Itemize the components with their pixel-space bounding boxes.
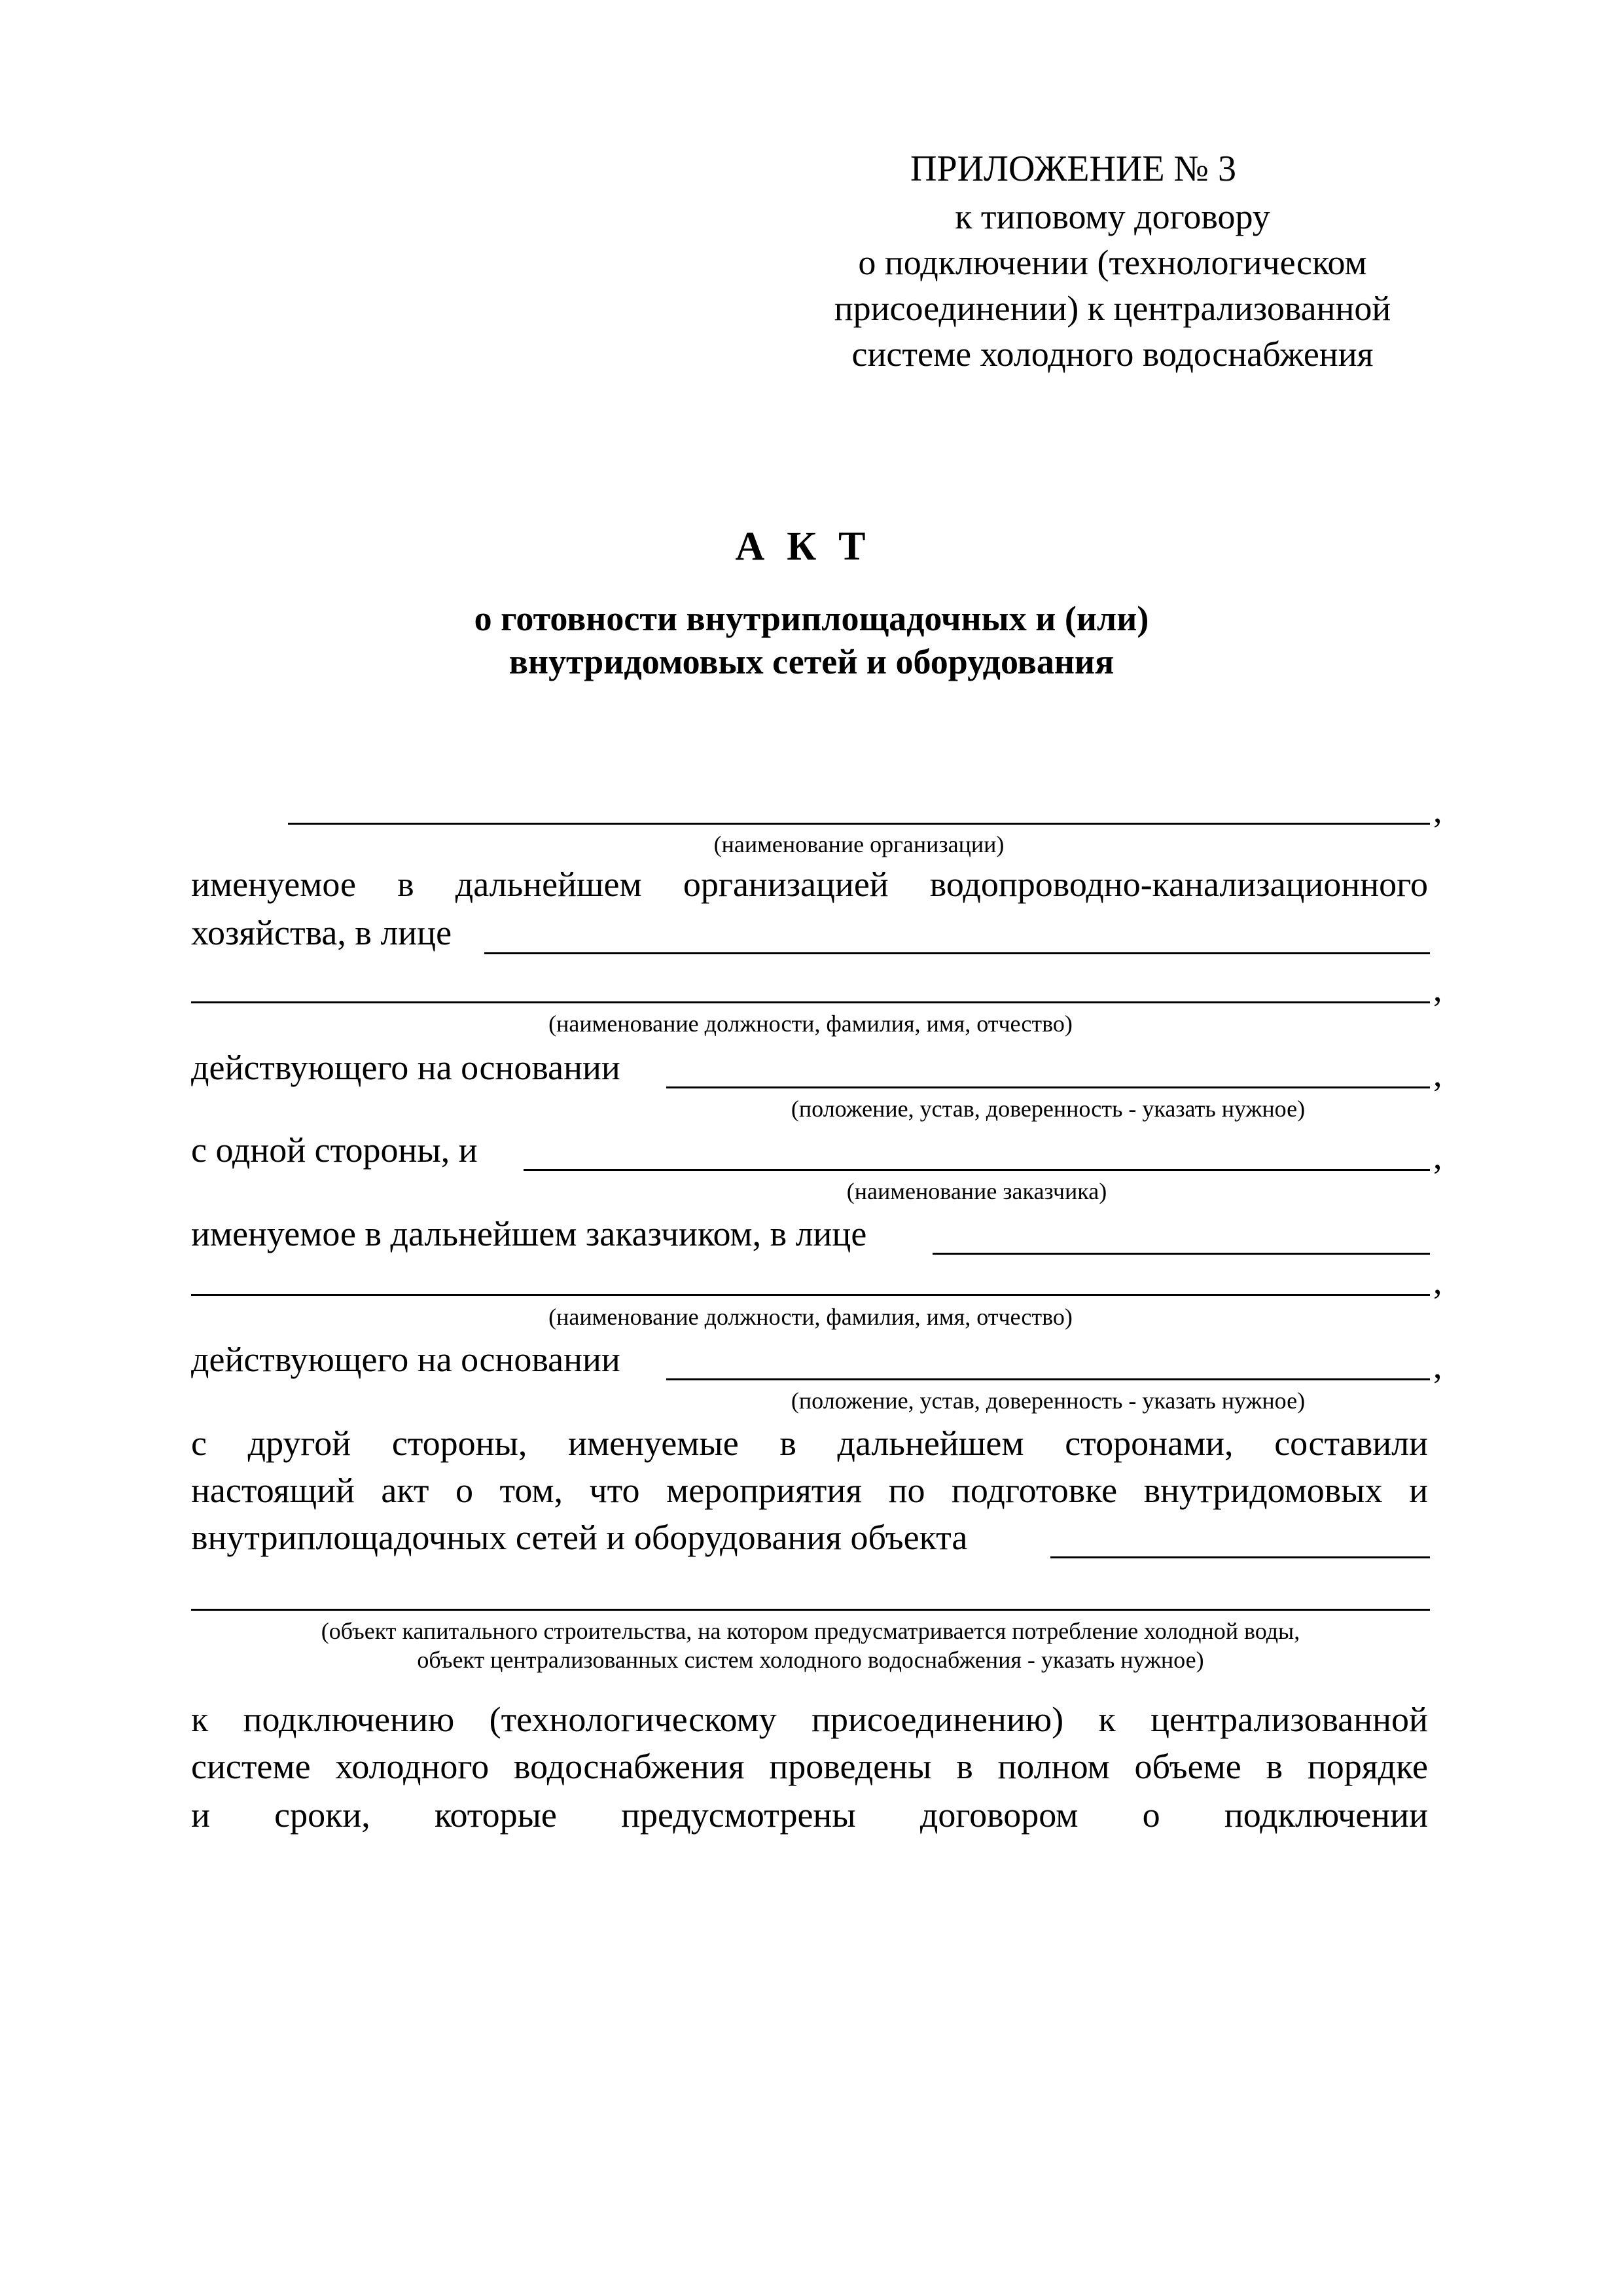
text-line-3: действующего на основании [191, 1048, 620, 1087]
appendix-number: ПРИЛОЖЕНИЕ № 3 [910, 149, 1236, 189]
caption-basis-2: (положение, устав, доверенность - указать нужное) [791, 1388, 1306, 1414]
representative-blank-2b[interactable] [191, 1294, 1430, 1296]
word: холодного [335, 1747, 490, 1786]
caption-position-1: (наименование должности, фамилия, имя, отчество) [548, 1011, 1073, 1037]
word: в [779, 1424, 796, 1463]
word: системе [191, 1747, 311, 1786]
word: водопроводно-канализационного [929, 865, 1428, 904]
word: подключению [243, 1700, 455, 1739]
word: сторонами, [1065, 1424, 1234, 1463]
basis-blank-1[interactable] [666, 1086, 1430, 1088]
word: предусмотрены [621, 1795, 856, 1835]
text-line-7 [191, 1422, 1428, 1465]
word: именуемые [568, 1424, 739, 1463]
word: о [455, 1471, 473, 1510]
object-blank-b[interactable] [191, 1609, 1430, 1611]
comma: , [1433, 1137, 1442, 1176]
word: по [888, 1471, 925, 1510]
word: мероприятия [666, 1471, 863, 1510]
word: договором [919, 1795, 1079, 1835]
caption-object-line-2: объект централизованных систем холодного водоснабжения - указать нужное) [417, 1647, 1204, 1673]
word: стороны, [391, 1424, 527, 1463]
text-line-4: с одной стороны, и [191, 1130, 478, 1170]
word: именуемое [191, 865, 356, 904]
customer-name-blank[interactable] [524, 1169, 1430, 1171]
word: полном [997, 1747, 1110, 1786]
word: к [191, 1700, 209, 1739]
org-name-blank[interactable] [288, 823, 1430, 825]
basis-blank-2[interactable] [666, 1378, 1430, 1380]
word: к [1098, 1700, 1116, 1739]
text-line-11 [191, 1745, 1428, 1788]
word: и [191, 1795, 210, 1835]
text-line-12 [191, 1793, 1428, 1837]
representative-blank-1b[interactable] [191, 1001, 1430, 1003]
representative-blank-2a[interactable] [933, 1253, 1430, 1255]
word: подготовке [952, 1471, 1118, 1510]
word: водоснабжения [514, 1747, 745, 1786]
word: объеме [1134, 1747, 1241, 1786]
comma: , [1433, 1262, 1442, 1301]
word: в [397, 865, 414, 904]
text-line-6: действующего на основании [191, 1340, 620, 1379]
text-line-5: именуемое в дальнейшем заказчиком, в лице [191, 1214, 867, 1253]
word: внутридомовых [1143, 1471, 1383, 1510]
word: акт [381, 1471, 429, 1510]
caption-object-line-1: (объект капитального строительства, на котором предусматривается потребление холодной воды, [321, 1618, 1300, 1644]
comma: , [1433, 969, 1442, 1009]
word: том, [499, 1471, 563, 1510]
word: что [589, 1471, 640, 1510]
comma: , [1433, 1346, 1442, 1386]
word: другой [247, 1424, 351, 1463]
word: составили [1274, 1424, 1428, 1463]
word: порядке [1307, 1747, 1428, 1786]
text-line-9: внутриплощадочных сетей и оборудования объекта [191, 1518, 968, 1557]
text-line-10 [191, 1698, 1428, 1741]
text-line-1 [191, 863, 1428, 906]
comma: , [1433, 791, 1442, 830]
word: подключении [1224, 1795, 1428, 1835]
word: настоящий [191, 1471, 355, 1510]
word: с [191, 1424, 207, 1463]
word: присоединению) [812, 1700, 1064, 1739]
word: (технологическому [489, 1700, 777, 1739]
caption-position-2: (наименование должности, фамилия, имя, отчество) [548, 1304, 1073, 1330]
word: в [956, 1747, 973, 1786]
word: сроки, [274, 1795, 370, 1835]
word: в [1266, 1747, 1283, 1786]
caption-basis-1: (положение, устав, доверенность - указать нужное) [791, 1096, 1306, 1122]
caption-org-name: (наименование организации) [713, 831, 1005, 857]
text-line-2: хозяйства, в лице [191, 913, 452, 952]
appendix-line-2: к типовому договору [955, 197, 1270, 236]
representative-blank-1a[interactable] [484, 952, 1430, 954]
object-blank-a[interactable] [1050, 1556, 1430, 1558]
appendix-line-4: присоединении) к централизованной [834, 289, 1391, 328]
word: дальнейшем [455, 865, 642, 904]
word: централизованной [1150, 1700, 1428, 1739]
text-line-8 [191, 1469, 1428, 1512]
word: организацией [683, 865, 889, 904]
act-title: АКТ [735, 524, 888, 569]
word: и [1409, 1471, 1428, 1510]
act-subtitle-line-1: о готовности внутриплощадочных и (или) [474, 599, 1149, 638]
word: о [1142, 1795, 1160, 1835]
act-subtitle-line-2: внутридомовых сетей и оборудования [508, 642, 1115, 681]
word: которые [434, 1795, 557, 1835]
word: дальнейшем [837, 1424, 1024, 1463]
word: проведены [769, 1747, 932, 1786]
appendix-line-5: системе холодного водоснабжения [851, 334, 1374, 374]
caption-customer: (наименование заказчика) [846, 1178, 1107, 1204]
appendix-line-3: о подключении (технологическом [858, 243, 1367, 282]
comma: , [1433, 1054, 1442, 1094]
